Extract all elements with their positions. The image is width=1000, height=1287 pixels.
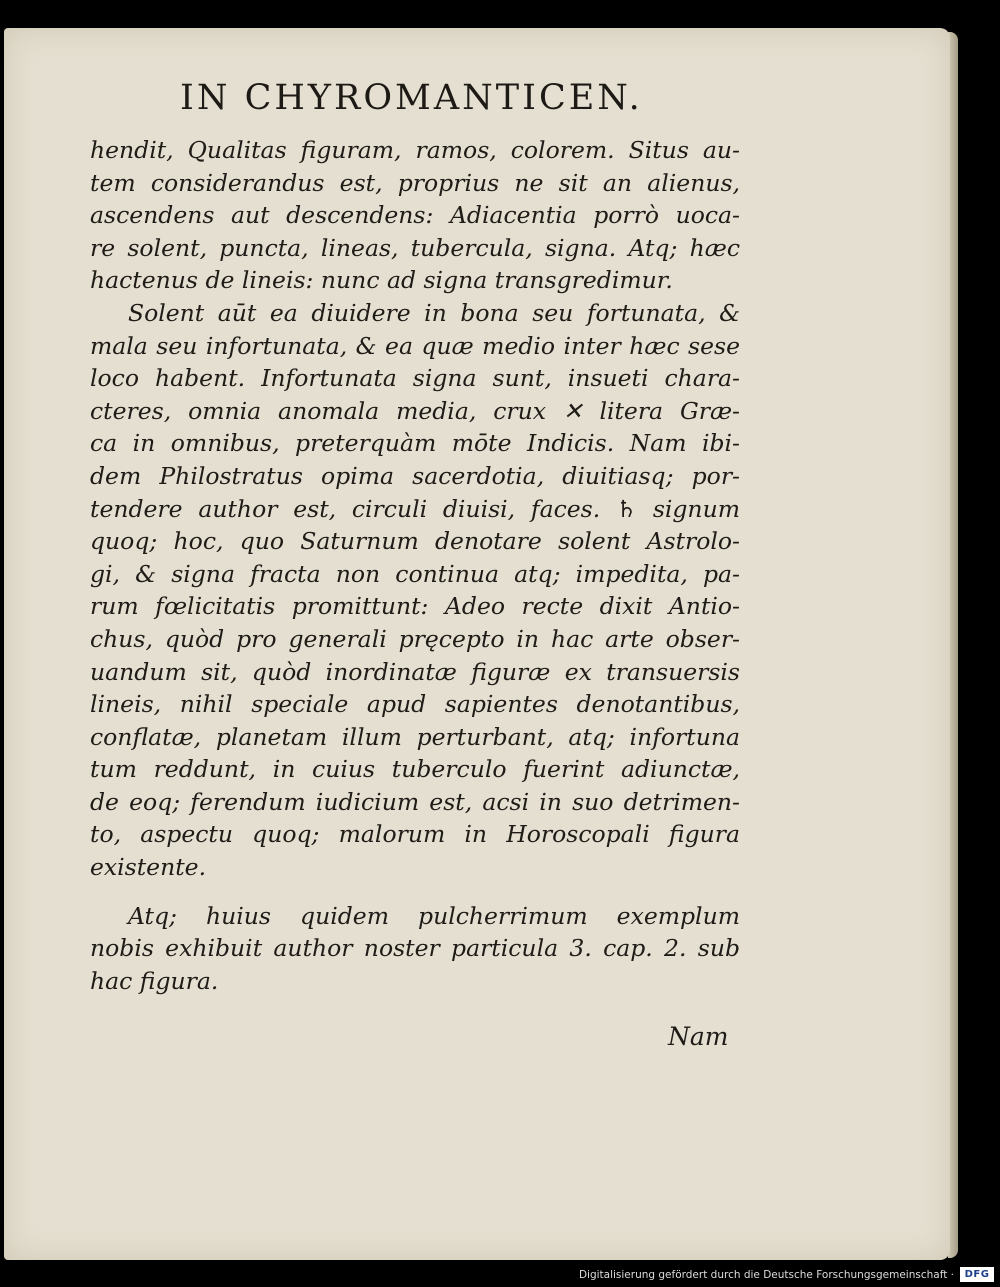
paragraph-gap	[90, 884, 740, 900]
paragraph-1	[90, 134, 740, 297]
text-line: hactenus de lineis: nunc ad signa transgredimur.	[90, 266, 673, 295]
text-line: hac figura.	[90, 966, 219, 995]
text-line: loco habent. Infortunata signa sunt, insueti chara-	[90, 364, 740, 393]
text-line: quoq; hoc, quo Saturnum denotare solent Astrolo-	[90, 527, 740, 556]
text-line: nobis exhibuit author noster particula 3. cap. 2. sub	[90, 934, 740, 963]
text-line: Solent aūt ea diuidere in bona seu fortunata, &	[128, 298, 740, 327]
text-line: tum reddunt, in cuius tuberculo fuerint adiunctæ,	[90, 755, 740, 784]
text-line: gi, & signa fracta non continua atq; impedita, pa-	[90, 559, 740, 588]
running-head: IN CHYROMANTICEN.	[180, 78, 643, 118]
body-text	[90, 134, 740, 997]
text-line: dem Philostratus opima sacerdotia, diuitiasq; por-	[90, 461, 740, 490]
paragraph-3	[90, 900, 740, 998]
text-line: conflatæ, planetam illum perturbant, atq; infortuna	[90, 722, 740, 751]
text-line: de eoq; ferendum iudicium est, acsi in suo detrimen-	[90, 787, 740, 816]
text-line: existente.	[90, 853, 207, 882]
dfg-logo: DFG	[960, 1267, 994, 1282]
text-line: mala seu infortunata, & ea quæ medio inter hæc sese	[90, 331, 740, 360]
text-line: re solent, puncta, lineas, tubercula, signa. Atq; hæc	[90, 233, 740, 262]
text-line: uandum sit, quòd inordinatæ figuræ ex transuersis	[90, 657, 740, 686]
text-line: hendit, Qualitas figuram, ramos, colorem. Situs au-	[90, 136, 740, 164]
paragraph-2	[90, 297, 740, 884]
text-line: ca in omnibus, preterquàm mōte Indicis. Nam ibi-	[90, 429, 740, 458]
text-line: tendere author est, circuli diuisi, faces. ♄ signum	[90, 494, 740, 523]
text-line: Atq; huius quidem pulcherrimum exemplum	[128, 901, 740, 930]
digitization-credit: Digitalisierung gefördert durch die Deutsche Forschungsgemeinschaft ·	[578, 1269, 954, 1281]
text-line: ascendens aut descendens: Adiacentia porrò uoca-	[90, 201, 740, 230]
text-line: cteres, omnia anomala media, crux ✕ litera Græ-	[90, 396, 740, 425]
text-line: tem considerandus est, proprius ne sit an alienus,	[90, 168, 740, 197]
text-line: chus, quòd pro generali pręcepto in hac arte obser-	[90, 624, 740, 653]
text-line: rum fœlicitatis promittunt: Adeo recte dixit Antio-	[90, 592, 740, 621]
text-line: lineis, nihil speciale apud sapientes denotantibus,	[90, 690, 740, 719]
catchword: Nam	[668, 1022, 729, 1051]
text-line: to, aspectu quoq; malorum in Horoscopali figura	[90, 820, 740, 849]
